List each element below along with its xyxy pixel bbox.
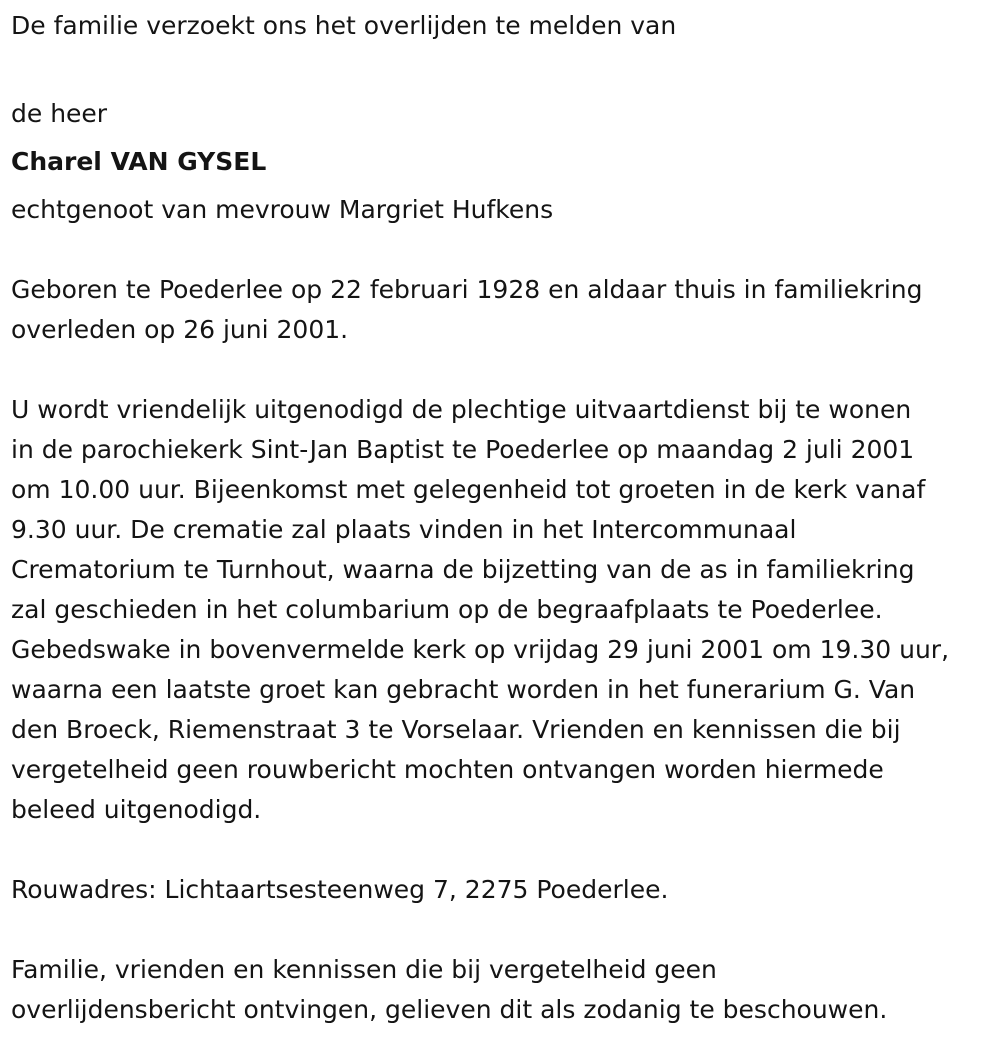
paragraph-line: in de parochiekerk Sint-Jan Baptist te Poederlee op maandag 2 juli 2001: [11, 435, 915, 464]
spacer: [11, 350, 1000, 390]
paragraph-line: den Broeck, Riemenstraat 3 te Vorselaar. Vrienden en kennissen die bij: [11, 715, 901, 744]
paragraph-line: Gebedswake in bovenvermelde kerk op vrijdag 29 juni 2001 om 19.30 uur,: [11, 635, 950, 664]
born-died-paragraph: [11, 270, 1000, 350]
spacer: [11, 830, 1000, 870]
funeral-paragraph: [11, 390, 1000, 830]
paragraph-line: zal geschieden in het columbarium op de begraafplaats te Poederlee.: [11, 595, 883, 624]
spouse-line: echtgenoot van mevrouw Margriet Hufkens: [11, 195, 554, 224]
paragraph-line: om 10.00 uur. Bijeenkomst met gelegenheid tot groeten in de kerk vanaf: [11, 475, 926, 504]
paragraph-line: beleed uitgenodigd.: [11, 795, 262, 824]
paragraph-line: waarna een laatste groet kan gebracht worden in het funerarium G. Van: [11, 675, 916, 704]
title-line: de heer: [11, 99, 108, 128]
paragraph-line: Crematorium te Turnhout, waarna de bijzetting van de as in familiekring: [11, 555, 915, 584]
spacer: [11, 910, 1000, 950]
spacer: [11, 230, 1000, 270]
paragraph-line: 9.30 uur. De crematie zal plaats vinden in het Intercommunaal: [11, 515, 797, 544]
paragraph-line: U wordt vriendelijk uitgenodigd de plechtige uitvaartdienst bij te wonen: [11, 395, 912, 424]
closing-paragraph: [11, 950, 1000, 1030]
deceased-name: Charel VAN GYSEL: [11, 147, 267, 176]
paragraph-line: overlijdensbericht ontvingen, gelieven dit als zodanig te beschouwen.: [11, 995, 888, 1024]
spacer: [11, 46, 1000, 86]
address-line: Rouwadres: Lichtaartsesteenweg 7, 2275 Poederlee.: [11, 875, 669, 904]
paragraph-line: vergetelheid geen rouwbericht mochten ontvangen worden hiermede: [11, 755, 884, 784]
paragraph-line: overleden op 26 juni 2001.: [11, 315, 349, 344]
paragraph-line: Geboren te Poederlee op 22 februari 1928 en aldaar thuis in familiekring: [11, 275, 923, 304]
intro-text: De familie verzoekt ons het overlijden te melden van: [11, 11, 677, 40]
paragraph-line: Familie, vrienden en kennissen die bij vergetelheid geen: [11, 955, 717, 984]
